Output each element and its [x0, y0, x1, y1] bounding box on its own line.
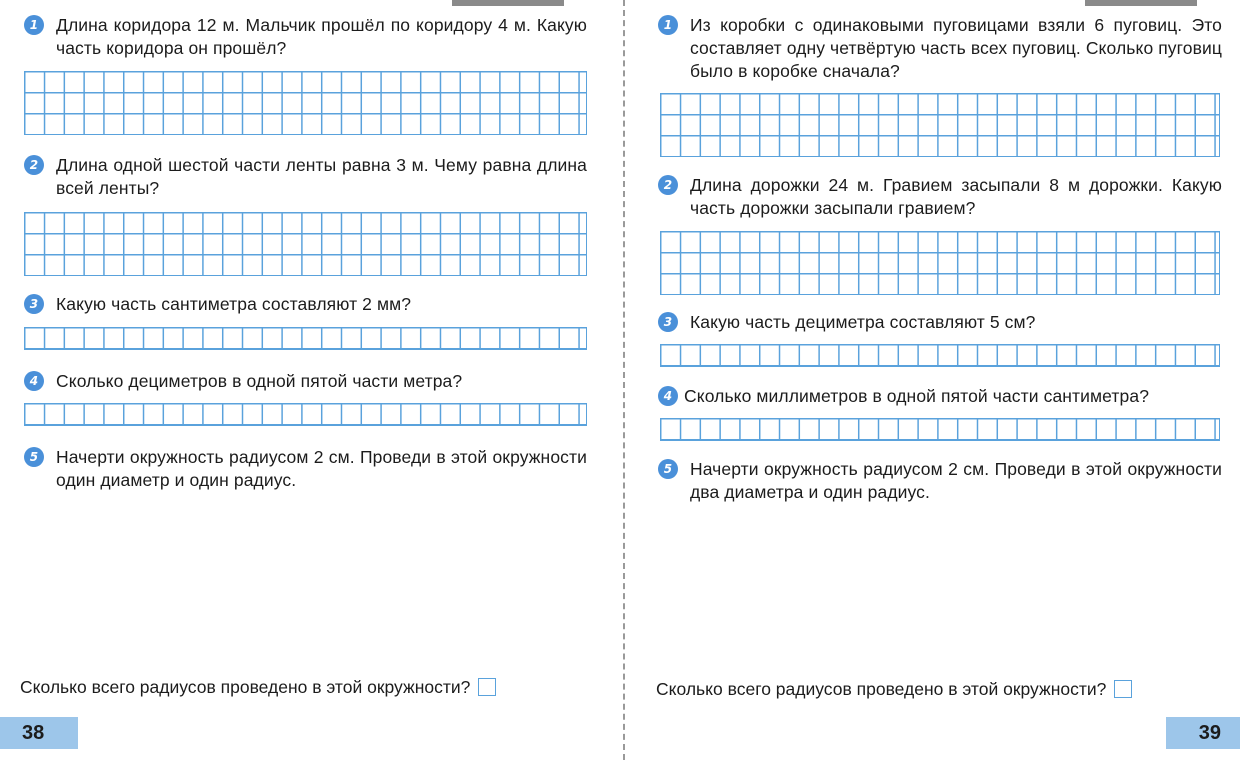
- task-text: Длина одной шестой части ленты равна 3 м. Чему равна длина всей ленты?: [56, 155, 587, 198]
- task-text: Из коробки с одинаковыми пуговицами взяли 6 пуговиц. Это составляет одну четвёртую часть всех пуговиц. Сколько пуговиц было в коробке сначала?: [690, 15, 1222, 81]
- page-number-label: 38: [22, 721, 45, 744]
- task-number-badge: 4: [658, 386, 678, 406]
- answer-box[interactable]: [478, 678, 496, 696]
- answer-grid-task-2[interactable]: [660, 231, 1220, 295]
- answer-grid-task-2[interactable]: [24, 212, 587, 276]
- task-3: [24, 293, 587, 316]
- page-number: [1166, 717, 1240, 749]
- answer-grid-task-3[interactable]: [24, 327, 587, 350]
- task-number-badge: 4: [24, 371, 44, 391]
- radius-count-question: [656, 678, 1132, 700]
- task-1: [658, 14, 1222, 83]
- task-number-badge: 1: [658, 15, 678, 35]
- page-number: [0, 717, 78, 749]
- answer-grid-task-1[interactable]: [660, 93, 1220, 157]
- task-text: Какую часть сантиметра составляют 2 мм?: [56, 294, 412, 314]
- answer-grid-task-1[interactable]: [24, 71, 587, 135]
- task-text: Какую часть дециметра составляют 5 см?: [690, 312, 1036, 332]
- task-text: Сколько миллиметров в одной пятой части сантиметра?: [684, 386, 1150, 406]
- task-5: [24, 446, 587, 492]
- task-number-badge: 2: [658, 175, 678, 195]
- answer-box[interactable]: [1114, 680, 1132, 698]
- task-text: Начерти окружность радиусом 2 см. Проведи в этой окружности два диаметра и один радиус.: [690, 459, 1222, 502]
- task-4: [24, 370, 587, 393]
- task-4: [658, 385, 1222, 408]
- task-number-badge: 5: [658, 459, 678, 479]
- question-text: Сколько всего радиусов проведено в этой окружности?: [656, 679, 1107, 699]
- answer-grid-task-4[interactable]: [24, 403, 587, 426]
- task-number-badge: 3: [24, 294, 44, 314]
- radius-count-question: [20, 676, 496, 698]
- task-number-badge: 5: [24, 447, 44, 467]
- task-2: [658, 174, 1222, 220]
- task-number-badge: 2: [24, 155, 44, 175]
- question-text: Сколько всего радиусов проведено в этой окружности?: [20, 677, 471, 697]
- task-number-badge: 3: [658, 312, 678, 332]
- answer-grid-task-4[interactable]: [660, 418, 1220, 441]
- task-5: [658, 458, 1222, 504]
- task-text: Сколько дециметров в одной пятой части метра?: [56, 371, 463, 391]
- task-text: Начерти окружность радиусом 2 см. Проведи в этой окружности один диаметр и один радиус.: [56, 447, 587, 490]
- page-number-label: 39: [1198, 721, 1221, 744]
- task-2: [24, 154, 587, 200]
- task-3: [658, 311, 1222, 334]
- answer-grid-task-3[interactable]: [660, 344, 1220, 367]
- task-number-badge: 1: [24, 15, 44, 35]
- task-text: Длина дорожки 24 м. Гравием засыпали 8 м дорожки. Какую часть дорожки засыпали гравием?: [690, 175, 1222, 218]
- task-1: [24, 14, 587, 60]
- task-text: Длина коридора 12 м. Мальчик прошёл по коридору 4 м. Какую часть коридора он прошёл?: [56, 15, 587, 58]
- right-page: [625, 0, 1240, 760]
